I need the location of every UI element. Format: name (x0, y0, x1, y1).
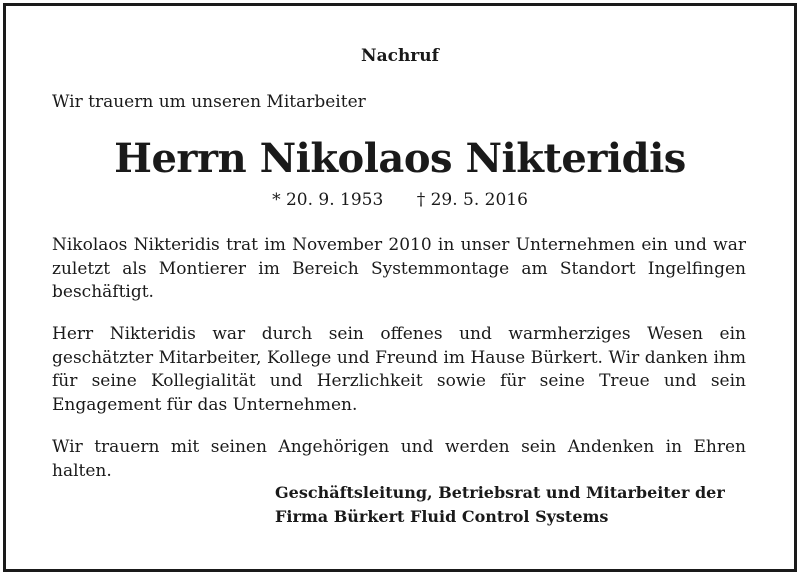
signature-block (275, 481, 725, 529)
life-dates (0, 190, 800, 210)
paragraph-career: Nikolaos Nikteridis trat im November 2010 in unser Unternehmen ein und war zuletzt als Montierer im Bereich Systemmontage am Standort Ingelfingen beschäftigt. (52, 235, 746, 302)
intro-text: Wir trauern um unseren Mitarbeiter (52, 92, 366, 112)
signature-line-1: Geschäftsleitung, Betriebsrat und Mitarbeiter der (275, 483, 725, 502)
birth-date: * 20. 9. 1953 (272, 190, 384, 210)
paragraph-tribute: Herr Nikteridis war durch sein offenes und warmherziges Wesen ein geschätzter Mitarbeiter, Kollege und Freund im Hause Bürkert. Wir danken ihm für seine Kollegialität und Herzlichkeit sowie für seine Treue und sein Engagement für das Unternehmen. (52, 324, 746, 415)
signature-line-2: Firma Bürkert Fluid Control Systems (275, 507, 609, 526)
obituary-heading: Nachruf (361, 46, 439, 66)
death-date: † 29. 5. 2016 (416, 190, 528, 210)
paragraph-mourning: Wir trauern mit seinen Angehörigen und werden sein Andenken in Ehren halten. (52, 437, 746, 481)
deceased-name: Herrn Nikolaos Nikteridis (114, 135, 686, 182)
